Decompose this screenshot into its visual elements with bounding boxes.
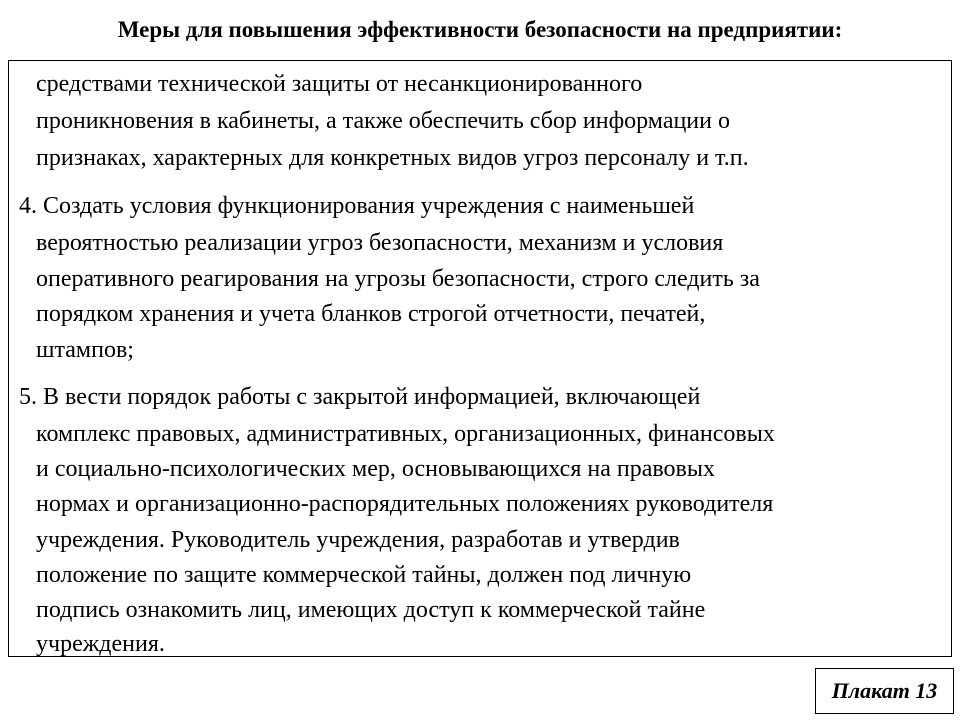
text-line: 4. Создать условия функционирования учреждения с наименьшей [19, 193, 695, 219]
text-line: учреждения. Руководитель учреждения, разработав и утвердив [36, 527, 680, 553]
text-line: признаках, характерных для конкретных видов угроз персоналу и т.п. [36, 145, 749, 171]
text-line: учреждения. [36, 631, 165, 657]
content-box [8, 60, 952, 657]
text-line: 5. В вести порядок работы с закрытой информацией, включающей [19, 384, 701, 410]
text-line: и социально-психологических мер, основывающихся на правовых [36, 456, 715, 482]
text-line: комплекс правовых, административных, организационных, финансовых [36, 421, 775, 447]
text-line: оперативного реагирования на угрозы безопасности, строго следить за [36, 266, 760, 292]
text-line: проникновения в кабинеты, а также обеспечить сбор информации о [36, 108, 730, 134]
text-line: порядком хранения и учета бланков строгой отчетности, печатей, [36, 301, 706, 327]
text-line: положение по защите коммерческой тайны, должен под личную [36, 562, 692, 588]
text-line: нормах и организационно-распорядительных положениях руководителя [36, 491, 774, 517]
text-line: штампов; [36, 337, 134, 363]
text-line: вероятностью реализации угроз безопасности, механизм и условия [36, 230, 724, 256]
text-line: средствами технической защиты от несанкционированного [36, 71, 643, 97]
page-title: Меры для повышения эффективности безопасности на предприятии: [117, 17, 843, 42]
poster-label-badge [815, 668, 954, 714]
text-line: подпись ознакомить лиц, имеющих доступ к коммерческой тайне [36, 597, 706, 623]
poster-label-text: Плакат 13 [831, 678, 938, 703]
